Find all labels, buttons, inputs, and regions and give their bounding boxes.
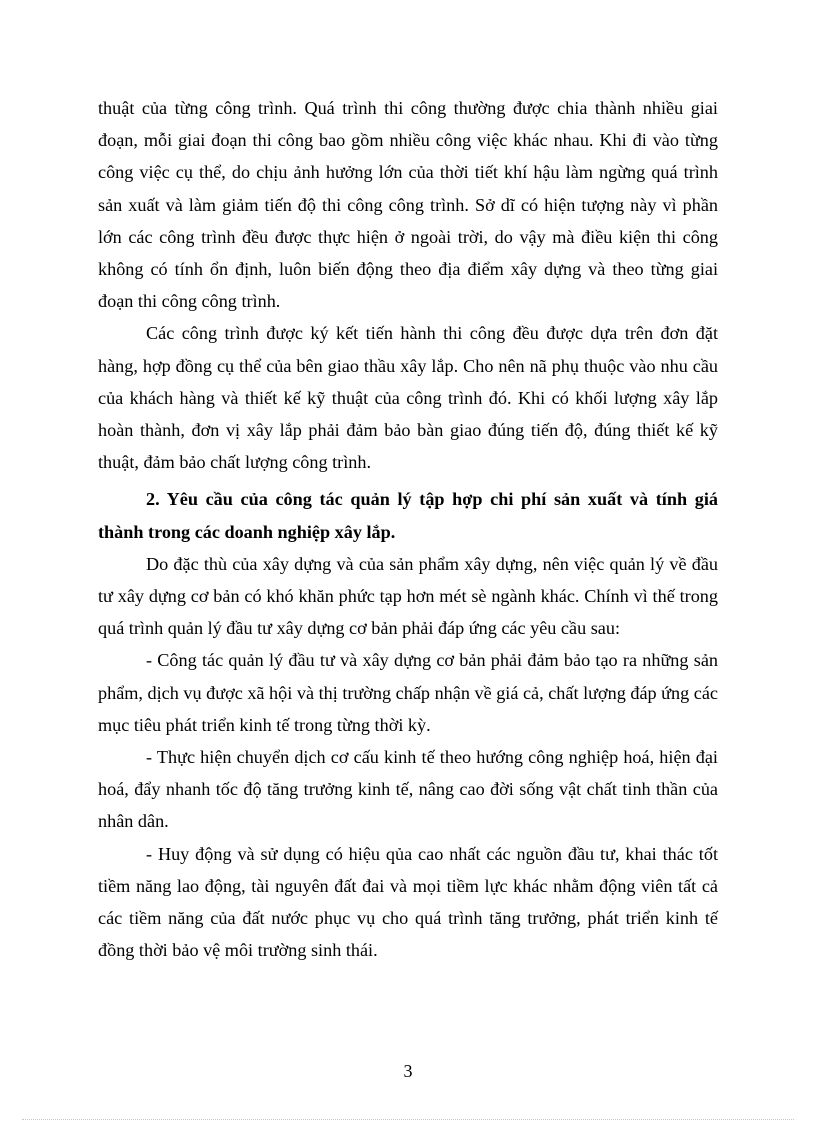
page-bottom-divider [22,1119,794,1120]
page-body [98,92,718,966]
page-number: 3 [403,1061,413,1081]
list-item-requirement: - Công tác quản lý đầu tư và xây dựng cơ bản phải đảm bảo tạo ra những sản phẩm, dịch vụ được xã hội và thị trường chấp nhận về giá cả, chất lượng đáp ứng các mục tiêu phát triển kinh tế trong từng thời kỳ. [98,650,718,735]
list-item-requirement: - Thực hiện chuyển dịch cơ cấu kinh tế theo hướng công nghiệp hoá, hiện đại hoá, đẩy nhanh tốc độ tăng trưởng kinh tế, nâng cao đời sống vật chất tinh thần của nhân dân. [98,747,718,832]
body-paragraph: Các công trình được ký kết tiến hành thi công đều được dựa trên đơn đặt hàng, hợp đồng cụ thể của bên giao thầu xây lắp. Cho nên nã phụ thuộc vào nhu cầu của khách hàng và thiết kế kỹ thuật của công trình đó. Khi có khối lượng xây lắp hoàn thành, đơn vị xây lắp phải đảm bảo bàn giao đúng tiến độ, đúng thiết kế kỹ thuật, đảm bảo chất lượng công trình. [98,323,718,473]
list-item-requirement: - Huy động và sử dụng có hiệu qủa cao nhất các nguồn đầu tư, khai thác tốt tiềm năng lao động, tài nguyên đất đai và mọi tiềm lực khác nhằm động viên tất cả các tiềm năng của đất nước phục vụ cho quá trình tăng trưởng, phát triển kinh tế đồng thời bảo vệ môi trường sinh thái. [98,843,718,961]
body-paragraph: Do đặc thù của xây dựng và của sản phẩm xây dựng, nên việc quản lý về đầu tư xây dựng cơ bản có khó khăn phức tạp hơn mét sè ngành khác. Chính vì thế trong quá trình quản lý đầu tư xây dựng cơ bản phải đáp ứng các yêu cầu sau: [98,553,718,639]
body-paragraph-continuation: thuật của từng công trình. Quá trình thi công thường được chia thành nhiều giai đoạn, mỗi giai đoạn thi công bao gồm nhiều công việc khác nhau. Khi đi vào từng công việc cụ thể, do chịu ảnh hưởng lớn của thời tiết khí hậu làm ngừng quá trình sản xuất và làm giảm tiến độ thi công công trình. Sở dĩ có hiện tượng này vì phần lớn các công trình đều được thực hiện ở ngoài trời, do vậy mà điều kiện thi công không có tính ổn định, luôn biến động theo địa điểm xây dựng và theo từng giai đoạn thi công công trình. [98,98,718,312]
section-heading: 2. Yêu cầu của công tác quản lý tập hợp chi phí sản xuất và tính giá thành trong các doanh nghiệp xây lắp. [98,489,718,542]
